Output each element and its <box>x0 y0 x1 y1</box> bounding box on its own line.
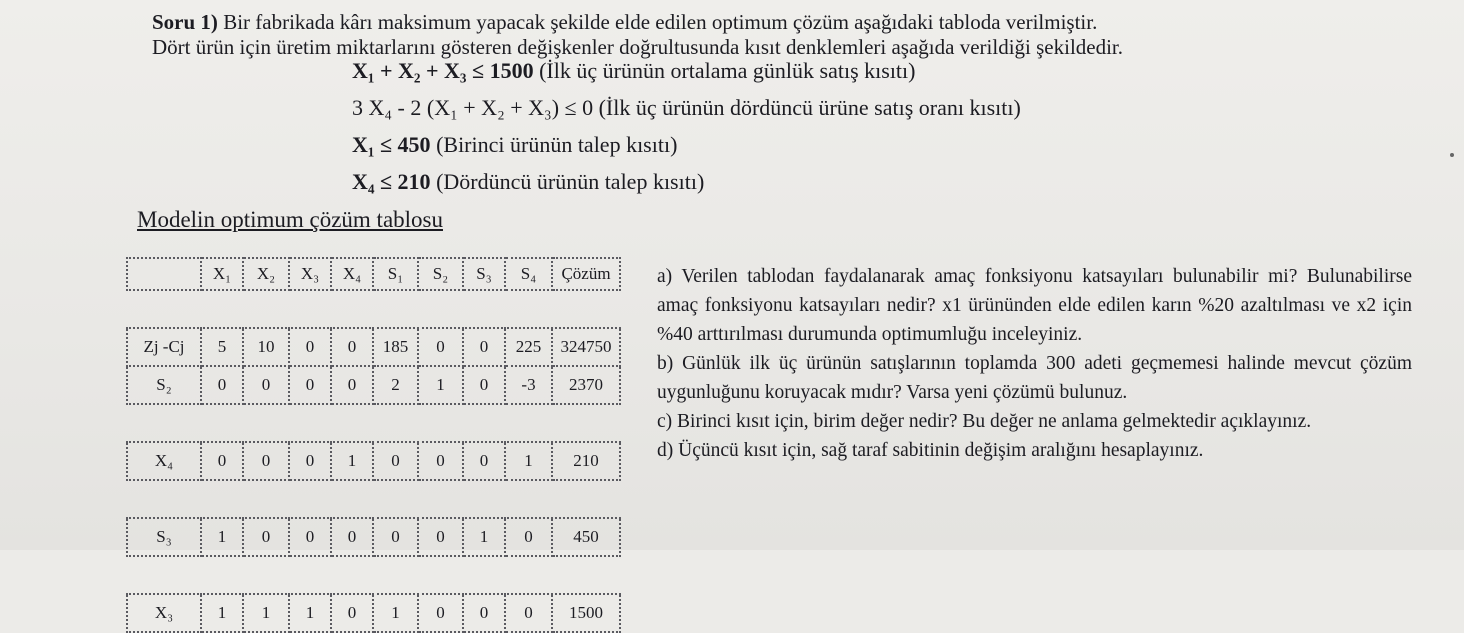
header-cell: X₂ <box>243 258 289 290</box>
table-cell: 1 <box>201 518 243 556</box>
constraint-2-desc: (İlk üç ürünün dördüncü ürüne satış oranı kısıtı) <box>598 95 1021 120</box>
table-cell: 1500 <box>552 594 620 632</box>
table-cell: -3 <box>505 366 552 404</box>
table-cell: 0 <box>373 518 418 556</box>
table-cell: 450 <box>552 518 620 556</box>
table-cell: 1 <box>463 518 505 556</box>
constraint-1 <box>352 58 915 84</box>
header-cell: X₁ <box>201 258 243 290</box>
table-cell: 210 <box>552 442 620 480</box>
table-cell: S₃ <box>127 518 201 556</box>
table-cell: 0 <box>418 442 463 480</box>
table-cell: 5 <box>201 328 243 366</box>
table-cell: 0 <box>463 594 505 632</box>
table-cell: 0 <box>289 518 331 556</box>
table-cell: 1 <box>289 594 331 632</box>
table-row <box>127 366 620 404</box>
table-cell: 0 <box>505 518 552 556</box>
table-spacer <box>127 480 620 518</box>
table-cell: 0 <box>418 518 463 556</box>
header-cell: X₃ <box>289 258 331 290</box>
table-cell: S₂ <box>127 366 201 404</box>
table-cell: 0 <box>373 442 418 480</box>
table-cell: 0 <box>243 366 289 404</box>
table-spacer <box>127 290 620 328</box>
question-intro <box>152 10 1123 60</box>
table-cell: 0 <box>463 328 505 366</box>
header-cell <box>127 258 201 290</box>
table-row <box>127 594 620 632</box>
table-cell: 324750 <box>552 328 620 366</box>
part-b: b) Günlük ilk üç ürünün satışlarının toplamda 300 adeti geçmemesi halinde mevcut çözüm uygunluğunu koruyacak mıdır? Varsa yeni çözümü bulunuz. <box>657 353 1412 403</box>
table-cell: 225 <box>505 328 552 366</box>
table-cell: 0 <box>331 328 373 366</box>
question-number: Soru 1) <box>152 10 218 34</box>
header-cell: S₃ <box>463 258 505 290</box>
table-cell: 0 <box>505 594 552 632</box>
intro-text-1: Bir fabrikada kârı maksimum yapacak şekilde elde edilen optimum çözüm aşağıdaki tabloda verilmiştir. <box>223 10 1098 34</box>
constraint-3 <box>352 132 677 158</box>
table-row <box>127 442 620 480</box>
table-cell: 1 <box>505 442 552 480</box>
table-cell: 1 <box>243 594 289 632</box>
header-cell: X₄ <box>331 258 373 290</box>
table-cell: 0 <box>243 518 289 556</box>
table-cell: 2 <box>373 366 418 404</box>
table-cell: 1 <box>201 594 243 632</box>
paper-speck <box>1450 153 1454 157</box>
table-cell: 0 <box>463 442 505 480</box>
constraint-1-desc: (İlk üç ürünün ortalama günlük satış kısıtı) <box>539 58 916 83</box>
table-cell: 0 <box>463 366 505 404</box>
table-cell: 0 <box>331 594 373 632</box>
header-cell: Çözüm <box>552 258 620 290</box>
table-row <box>127 518 620 556</box>
constraint-3-expr: X₁ ≤ 450 <box>352 132 431 157</box>
constraint-4-desc: (Dördüncü ürünün talep kısıtı) <box>436 169 705 194</box>
table-row <box>127 328 620 366</box>
table-cell: Zj -Cj <box>127 328 201 366</box>
table-cell: 0 <box>243 442 289 480</box>
constraint-2-expr: 3 X₄ - 2 (X₁ + X₂ + X₃) ≤ 0 <box>352 95 594 120</box>
table-title: Modelin optimum çözüm tablosu <box>137 207 443 232</box>
header-cell: S₄ <box>505 258 552 290</box>
question-parts <box>657 262 1412 465</box>
table-cell: 0 <box>289 366 331 404</box>
table-cell: 0 <box>201 442 243 480</box>
simplex-table <box>126 257 621 633</box>
table-cell: 2370 <box>552 366 620 404</box>
table-cell: 10 <box>243 328 289 366</box>
table-cell: X₄ <box>127 442 201 480</box>
table-cell: 185 <box>373 328 418 366</box>
table-cell: 1 <box>418 366 463 404</box>
part-c: c) Birinci kısıt için, birim değer nedir? Bu değer ne anlama gelmektedir açıklayınız. <box>657 411 1312 432</box>
constraint-3-desc: (Birinci ürünün talep kısıtı) <box>436 132 678 157</box>
table-cell: 0 <box>331 518 373 556</box>
header-cell: S₂ <box>418 258 463 290</box>
table-cell: 0 <box>418 594 463 632</box>
part-d: d) Üçüncü kısıt için, sağ taraf sabitinin değişim aralığını hesaplayınız. <box>657 440 1204 461</box>
intro-line-1 <box>152 10 1123 35</box>
table-spacer <box>127 404 620 442</box>
table-cell: 1 <box>331 442 373 480</box>
constraint-1-expr: X₁ + X₂ + X₃ ≤ 1500 <box>352 58 534 83</box>
table-cell: 0 <box>289 328 331 366</box>
table-cell: X₃ <box>127 594 201 632</box>
constraint-4-expr: X₄ ≤ 210 <box>352 169 431 194</box>
table-cell: 0 <box>201 366 243 404</box>
header-cell: S₁ <box>373 258 418 290</box>
table-cell: 0 <box>418 328 463 366</box>
part-a: a) Verilen tablodan faydalanarak amaç fonksiyonu katsayıları bulunabilir mi? Bulunabilirse amaç fonksiyonu katsayıları nedir? x1 ürününden elde edilen karın %20 azaltılması ve x2 için %40 arttırılması durumunda optimumluğu inceleyiniz. <box>657 266 1412 345</box>
table-cell: 1 <box>373 594 418 632</box>
constraint-4 <box>352 169 704 195</box>
table-cell: 0 <box>331 366 373 404</box>
intro-line-2: Dört ürün için üretim miktarlarını gösteren değişkenler doğrultusunda kısıt denklemleri aşağıda verildiği şekildedir. <box>152 35 1124 59</box>
table-spacer <box>127 556 620 594</box>
table-cell: 0 <box>289 442 331 480</box>
constraint-2 <box>352 95 1021 121</box>
table-header-row <box>127 258 620 290</box>
